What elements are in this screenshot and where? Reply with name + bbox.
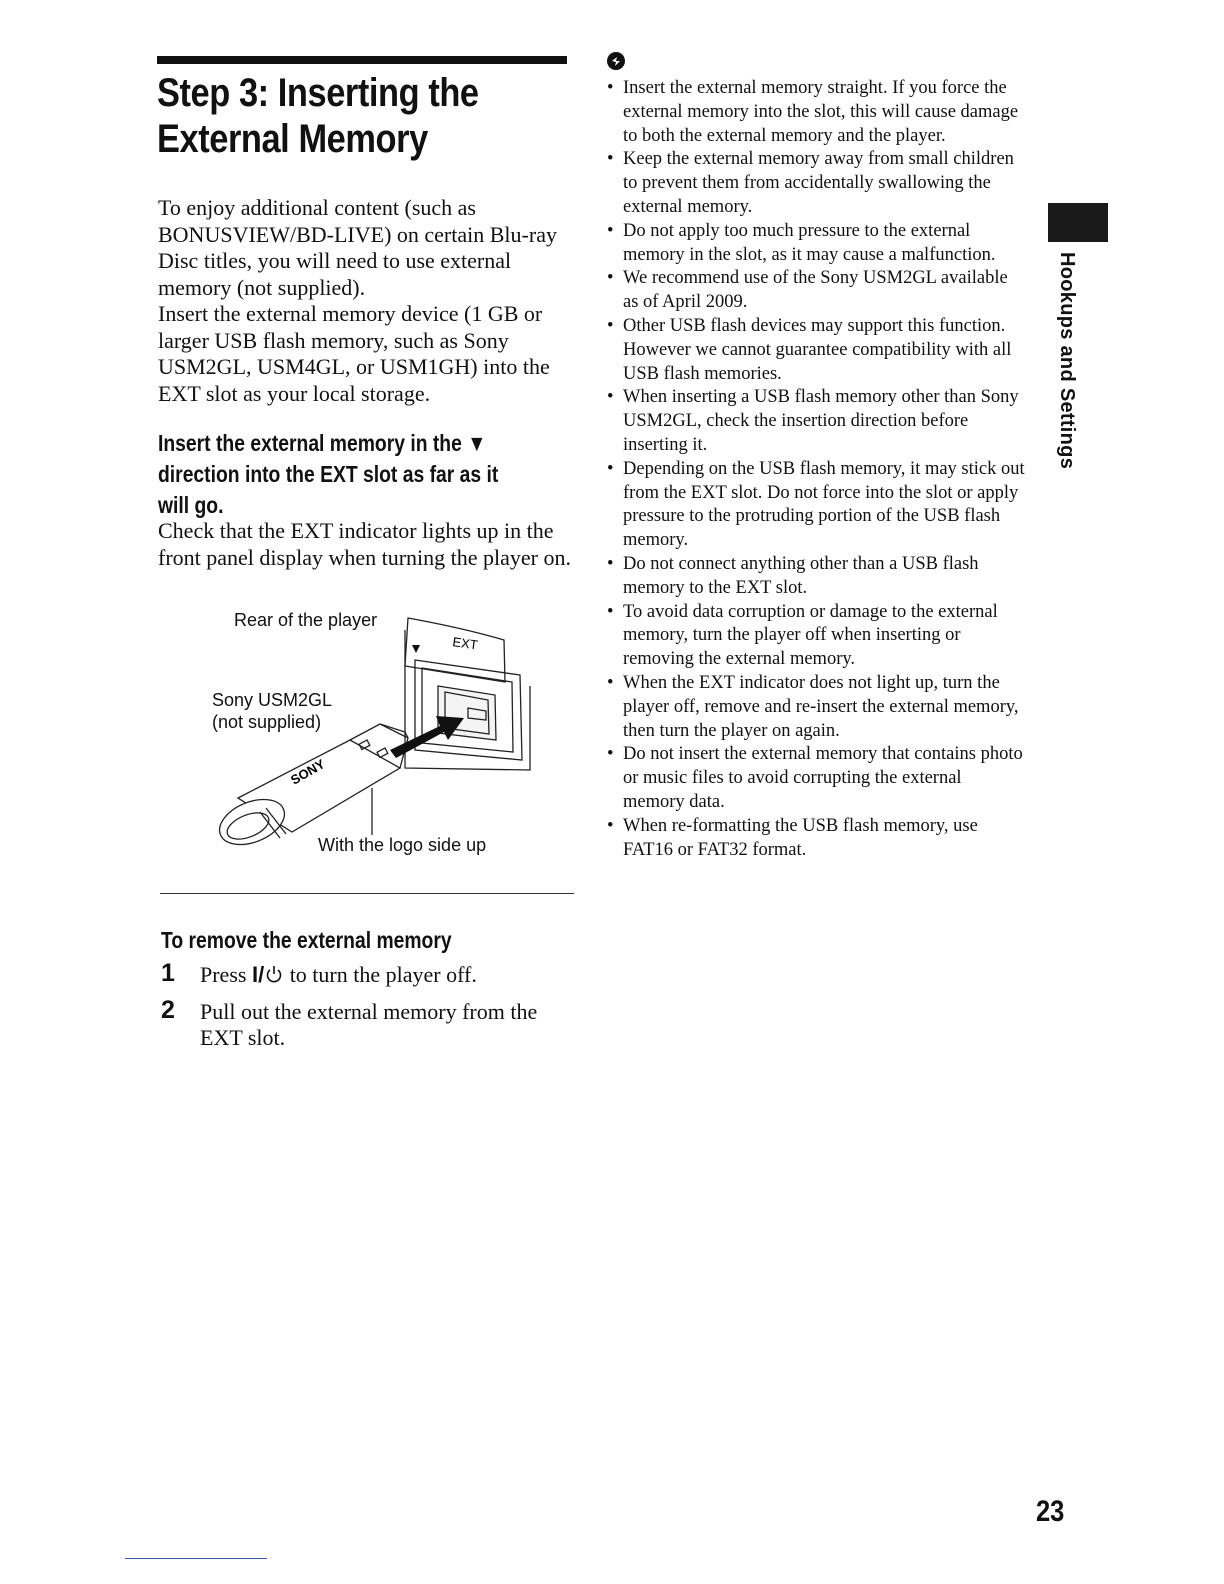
note-item: • When inserting a USB flash memory other than Sony USM2GL, check the insertion direction before inserting it. xyxy=(607,387,1019,455)
intro-text xyxy=(158,195,578,407)
step-number: 2 xyxy=(161,995,175,1024)
device-label: Sony USM2GL xyxy=(212,690,333,710)
notes-icon xyxy=(606,50,628,72)
note-item: • When the EXT indicator does not light up, turn the player off, remove and re-insert the external memory, then turn the player on again. xyxy=(607,672,1019,741)
slot-label: EXT xyxy=(451,634,479,653)
usb-logo-text: SONY xyxy=(288,756,328,788)
step-text-start: Press xyxy=(200,962,247,987)
note-item: • Depending on the USB flash memory, it may stick out from the EXT slot. Do not force into the slot or apply pressure to the protruding portion of the USB flash memory. xyxy=(607,458,1025,551)
remove-heading: To remove the external memory xyxy=(161,927,452,953)
remove-steps xyxy=(161,959,581,1062)
note-item: • Keep the external memory away from small children to prevent them from accidentally swallowing the external memory. xyxy=(607,149,1014,217)
power-icon xyxy=(266,964,282,984)
section-tab-label: Hookups and Settings xyxy=(1056,252,1078,470)
page-title: Step 3: Inserting the External Memory xyxy=(157,71,479,161)
note-item: • Do not apply too much pressure to the external memory in the slot, as it may cause a malfunction. xyxy=(607,220,996,265)
device-note: (not supplied) xyxy=(212,712,322,732)
note-item: • To avoid data corruption or damage to the external memory, turn the player off when inserting or removing the external memory. xyxy=(607,601,998,670)
intro-paragraph: To enjoy additional content (such as BONUSVIEW/BD-LIVE) on certain Blu-ray Disc titles, you will need to use external memory (not supplied). xyxy=(158,195,557,300)
intro-paragraph: Insert the external memory device (1 GB or larger USB flash memory, such as Sony USM2GL, USM4GL, or USM1GH) into the EXT slot as your local storage. xyxy=(158,301,550,406)
step-text-end: to turn the player off. xyxy=(289,962,477,987)
usb-insertion-diagram xyxy=(200,600,560,875)
notes-list xyxy=(606,77,1026,862)
footer-rule xyxy=(125,1558,267,1559)
rear-label: Rear of the player xyxy=(234,610,378,630)
step-number: 1 xyxy=(161,959,175,987)
step-item xyxy=(161,959,581,989)
note-item: • Do not insert the external memory that contains photo or music files to avoid corrupting the external memory data. xyxy=(607,744,1023,812)
step-item xyxy=(161,995,581,1052)
page-number: 23 xyxy=(1036,1495,1065,1528)
note-item: • Do not connect anything other than a USB flash memory to the EXT slot. xyxy=(607,553,979,598)
insertion-illustration xyxy=(200,600,560,875)
logo-label: With the logo side up xyxy=(318,835,487,855)
note-item: • Insert the external memory straight. If you force the external memory into the slot, this will cause damage to both the external memory and the player. xyxy=(607,78,1019,146)
note-item: • Other USB flash devices may support this function. However we cannot guarantee compatibility with all USB flash memories. xyxy=(607,315,1012,384)
note-item: • We recommend use of the Sony USM2GL available as of April 2009. xyxy=(607,268,1008,313)
section-divider xyxy=(160,893,574,894)
note-item: • When re-formatting the USB flash memory, use FAT16 or FAT32 format. xyxy=(607,815,978,860)
instruction-heading: Insert the external memory in the ▼ direction into the EXT slot as far as it will go. xyxy=(158,430,499,518)
power-symbol: I/ xyxy=(251,962,265,987)
title-rule xyxy=(157,56,567,64)
step-text: Pull out the external memory from the EXT slot. xyxy=(200,998,538,1050)
section-tab-marker xyxy=(1048,203,1108,242)
instruction-text: Check that the EXT indicator lights up in the front panel display when turning the player on. xyxy=(158,518,572,570)
